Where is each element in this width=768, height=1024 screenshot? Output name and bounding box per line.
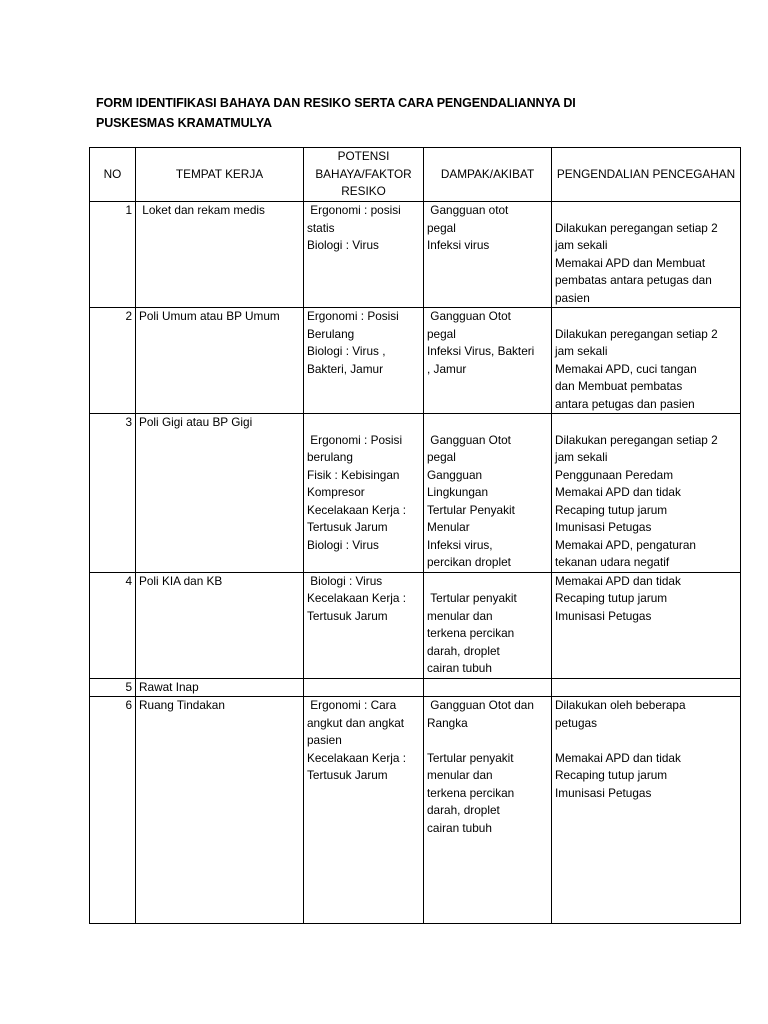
cell-potensi-line: Biologi : Virus — [307, 537, 379, 552]
cell-tempat-kerja-line: Loket dan rekam medis — [139, 203, 265, 217]
cell-tempat-kerja — [136, 414, 304, 573]
cell-dampak-line: Gangguan Otot — [427, 432, 511, 447]
cell-pengendalian-line: Recaping tutup jarum — [555, 768, 668, 782]
cell-dampak-line: Tertular Penyakit — [427, 502, 515, 517]
cell-dampak-line: percikan droplet — [427, 555, 511, 569]
cell-pengendalian-line: Memakai APD dan tidak — [555, 573, 681, 588]
header-pengendalian — [552, 148, 741, 202]
header-potensi-line: POTENSI — [337, 149, 390, 164]
cell-tempat-kerja-line: Ruang Tindakan — [139, 698, 225, 712]
cell-dampak-line: Tertular penyakit — [427, 750, 514, 765]
cell-tempat-kerja-line: Poli KIA dan KB — [139, 573, 223, 588]
cell-pengendalian — [552, 697, 741, 924]
cell-potensi — [304, 697, 424, 924]
cell-pengendalian-line: jam sekali — [555, 238, 608, 252]
hazard-identification-table — [89, 147, 741, 924]
cell-potensi-line: Kompresor — [307, 485, 365, 499]
cell-dampak-line: Gangguan otot — [427, 203, 509, 217]
cell-pengendalian-line: pembatas antara petugas dan — [555, 273, 712, 287]
cell-pengendalian-line: Penggunaan Peredam — [555, 467, 674, 482]
cell-dampak-line: pegal — [427, 450, 456, 464]
cell-dampak — [424, 678, 552, 697]
table-header-row — [90, 148, 741, 202]
cell-pengendalian — [552, 308, 741, 414]
cell-tempat-kerja-line: Poli Umum atau BP Umum — [139, 309, 280, 323]
cell-dampak-line: menular dan — [427, 768, 493, 782]
cell-potensi-line: Ergonomi : posisi — [307, 203, 401, 217]
cell-dampak-line: Infeksi virus, — [427, 537, 493, 552]
header-potensi-line: BAHAYA/FAKTOR — [315, 166, 412, 181]
form-title-line-1: FORM IDENTIFIKASI BAHAYA DAN RESIKO SERTA CARA PENGENDALIANNYA DI — [96, 96, 576, 110]
cell-dampak-line: Gangguan Otot — [427, 309, 511, 323]
cell-potensi-line: Tertusuk Jarum — [307, 520, 388, 534]
cell-potensi-line: Bakteri, Jamur — [307, 361, 384, 376]
cell-potensi-line: Kecelakaan Kerja : — [307, 502, 407, 517]
cell-potensi-line: Ergonomi : Posisi — [307, 432, 403, 447]
cell-potensi-line: Biologi : Virus — [307, 573, 383, 588]
cell-dampak-line: terkena percikan — [427, 626, 515, 640]
table-row — [90, 572, 741, 678]
cell-pengendalian-line: Dilakukan oleh beberapa — [555, 698, 686, 712]
cell-tempat-kerja — [136, 572, 304, 678]
cell-potensi-line: statis — [307, 220, 335, 235]
cell-pengendalian-line: antara petugas dan pasien — [555, 396, 695, 411]
cell-dampak-line: menular dan — [427, 608, 493, 623]
cell-dampak — [424, 697, 552, 924]
cell-no: 2 — [90, 308, 136, 414]
cell-dampak-line: terkena percikan — [427, 785, 515, 800]
cell-dampak-line: Rangka — [427, 715, 468, 730]
cell-no: 3 — [90, 414, 136, 573]
cell-tempat-kerja — [136, 678, 304, 697]
cell-pengendalian — [552, 678, 741, 697]
cell-potensi-line: Berulang — [307, 326, 355, 341]
cell-pengendalian-line: jam sekali — [555, 450, 608, 464]
cell-pengendalian-line: Imunisasi Petugas — [555, 785, 652, 800]
cell-pengendalian-line — [555, 732, 737, 750]
cell-potensi-line: Ergonomi : Posisi — [307, 309, 399, 323]
header-potensi — [304, 148, 424, 202]
cell-dampak-line: cairan tubuh — [427, 820, 492, 835]
cell-dampak — [424, 308, 552, 414]
cell-potensi-line: Kecelakaan Kerja : — [307, 750, 407, 765]
cell-pengendalian-line: Imunisasi Petugas — [555, 520, 652, 534]
cell-potensi — [304, 308, 424, 414]
table-row — [90, 678, 741, 697]
cell-tempat-kerja — [136, 202, 304, 308]
cell-pengendalian — [552, 414, 741, 573]
cell-pengendalian-line: Dilakukan peregangan setiap 2 — [555, 326, 718, 341]
cell-pengendalian-line: Dilakukan peregangan setiap 2 — [555, 220, 718, 235]
cell-pengendalian-line: Memakai APD dan tidak — [555, 485, 681, 499]
cell-pengendalian-line: Memakai APD dan Membuat — [555, 255, 706, 270]
cell-dampak-line: pegal — [427, 220, 456, 235]
cell-pengendalian-line: Memakai APD dan tidak — [555, 750, 681, 765]
table-row — [90, 202, 741, 308]
cell-tempat-kerja — [136, 697, 304, 924]
cell-pengendalian-line: Dilakukan peregangan setiap 2 — [555, 432, 718, 447]
cell-dampak-line: darah, droplet — [427, 803, 500, 817]
cell-dampak-line: Menular — [427, 520, 470, 534]
cell-potensi — [304, 678, 424, 697]
cell-potensi-line: angkut dan angkat — [307, 715, 405, 730]
cell-potensi-line: Fisik : Kebisingan — [307, 467, 400, 482]
cell-dampak-line — [427, 573, 548, 591]
cell-pengendalian-line: dan Membuat pembatas — [555, 379, 683, 393]
cell-dampak-line: Infeksi virus — [427, 238, 490, 252]
cell-potensi-line: berulang — [307, 450, 353, 464]
cell-potensi-line: Kecelakaan Kerja : — [307, 591, 407, 605]
cell-dampak-line: pegal — [427, 326, 456, 341]
cell-dampak-line: Infeksi Virus, Bakteri — [427, 344, 535, 358]
cell-tempat-kerja-line: Rawat Inap — [139, 679, 199, 694]
cell-pengendalian-line: tekanan udara negatif — [555, 555, 670, 569]
cell-no: 6 — [90, 697, 136, 924]
cell-tempat-kerja — [136, 308, 304, 414]
table-body — [90, 202, 741, 924]
cell-tempat-kerja-line: Poli Gigi atau BP Gigi — [139, 415, 253, 429]
table-row — [90, 308, 741, 414]
cell-potensi — [304, 414, 424, 573]
cell-pengendalian-line: Recaping tutup jarum — [555, 591, 668, 605]
form-title-line-2: PUSKESMAS KRAMATMULYA — [96, 116, 272, 130]
cell-no: 1 — [90, 202, 136, 308]
cell-pengendalian-line: pasien — [555, 290, 590, 305]
header-pengendalian-line: PENCEGAHAN — [652, 166, 736, 181]
cell-pengendalian — [552, 202, 741, 308]
cell-pengendalian-line: Memakai APD, pengaturan — [555, 537, 696, 552]
cell-pengendalian-line: Recaping tutup jarum — [555, 502, 668, 517]
cell-potensi-line: pasien — [307, 733, 342, 747]
cell-dampak-line: , Jamur — [427, 361, 467, 376]
cell-dampak-line — [427, 414, 548, 432]
cell-potensi-line: Tertusuk Jarum — [307, 608, 388, 623]
cell-potensi-line: Tertusuk Jarum — [307, 768, 388, 782]
cell-dampak-line: Gangguan Otot dan — [427, 698, 534, 712]
cell-dampak-line: Tertular penyakit — [427, 591, 517, 605]
cell-dampak — [424, 202, 552, 308]
cell-dampak — [424, 572, 552, 678]
header-dampak: DAMPAK/AKIBAT — [424, 148, 552, 202]
header-pengendalian-line: PENGENDALIAN — [556, 166, 650, 181]
cell-dampak-line — [427, 732, 548, 750]
cell-potensi-line: Biologi : Virus — [307, 238, 379, 252]
cell-pengendalian-line — [555, 414, 737, 432]
header-potensi-line: RESIKO — [341, 184, 386, 199]
cell-pengendalian — [552, 572, 741, 678]
cell-pengendalian-line: Imunisasi Petugas — [555, 608, 652, 623]
cell-dampak-line: Gangguan — [427, 467, 483, 482]
cell-dampak-line: Lingkungan — [427, 485, 489, 499]
cell-pengendalian-line — [555, 308, 737, 326]
cell-dampak — [424, 414, 552, 573]
cell-potensi — [304, 202, 424, 308]
cell-pengendalian-line: Memakai APD, cuci tangan — [555, 361, 697, 376]
form-title — [96, 93, 696, 133]
cell-potensi-line: Ergonomi : Cara — [307, 698, 397, 712]
cell-no: 5 — [90, 678, 136, 697]
table-row — [90, 414, 741, 573]
cell-pengendalian-line: petugas — [555, 715, 597, 730]
header-no: NO — [90, 148, 136, 202]
cell-no: 4 — [90, 572, 136, 678]
cell-pengendalian-line — [555, 202, 737, 220]
header-tempat-kerja: TEMPAT KERJA — [136, 148, 304, 202]
cell-dampak-line: cairan tubuh — [427, 661, 492, 675]
cell-potensi-line — [307, 414, 420, 432]
cell-dampak-line: darah, droplet — [427, 643, 500, 658]
table-row — [90, 697, 741, 924]
cell-potensi — [304, 572, 424, 678]
cell-pengendalian-line: jam sekali — [555, 344, 608, 358]
cell-potensi-line: Biologi : Virus , — [307, 344, 386, 358]
